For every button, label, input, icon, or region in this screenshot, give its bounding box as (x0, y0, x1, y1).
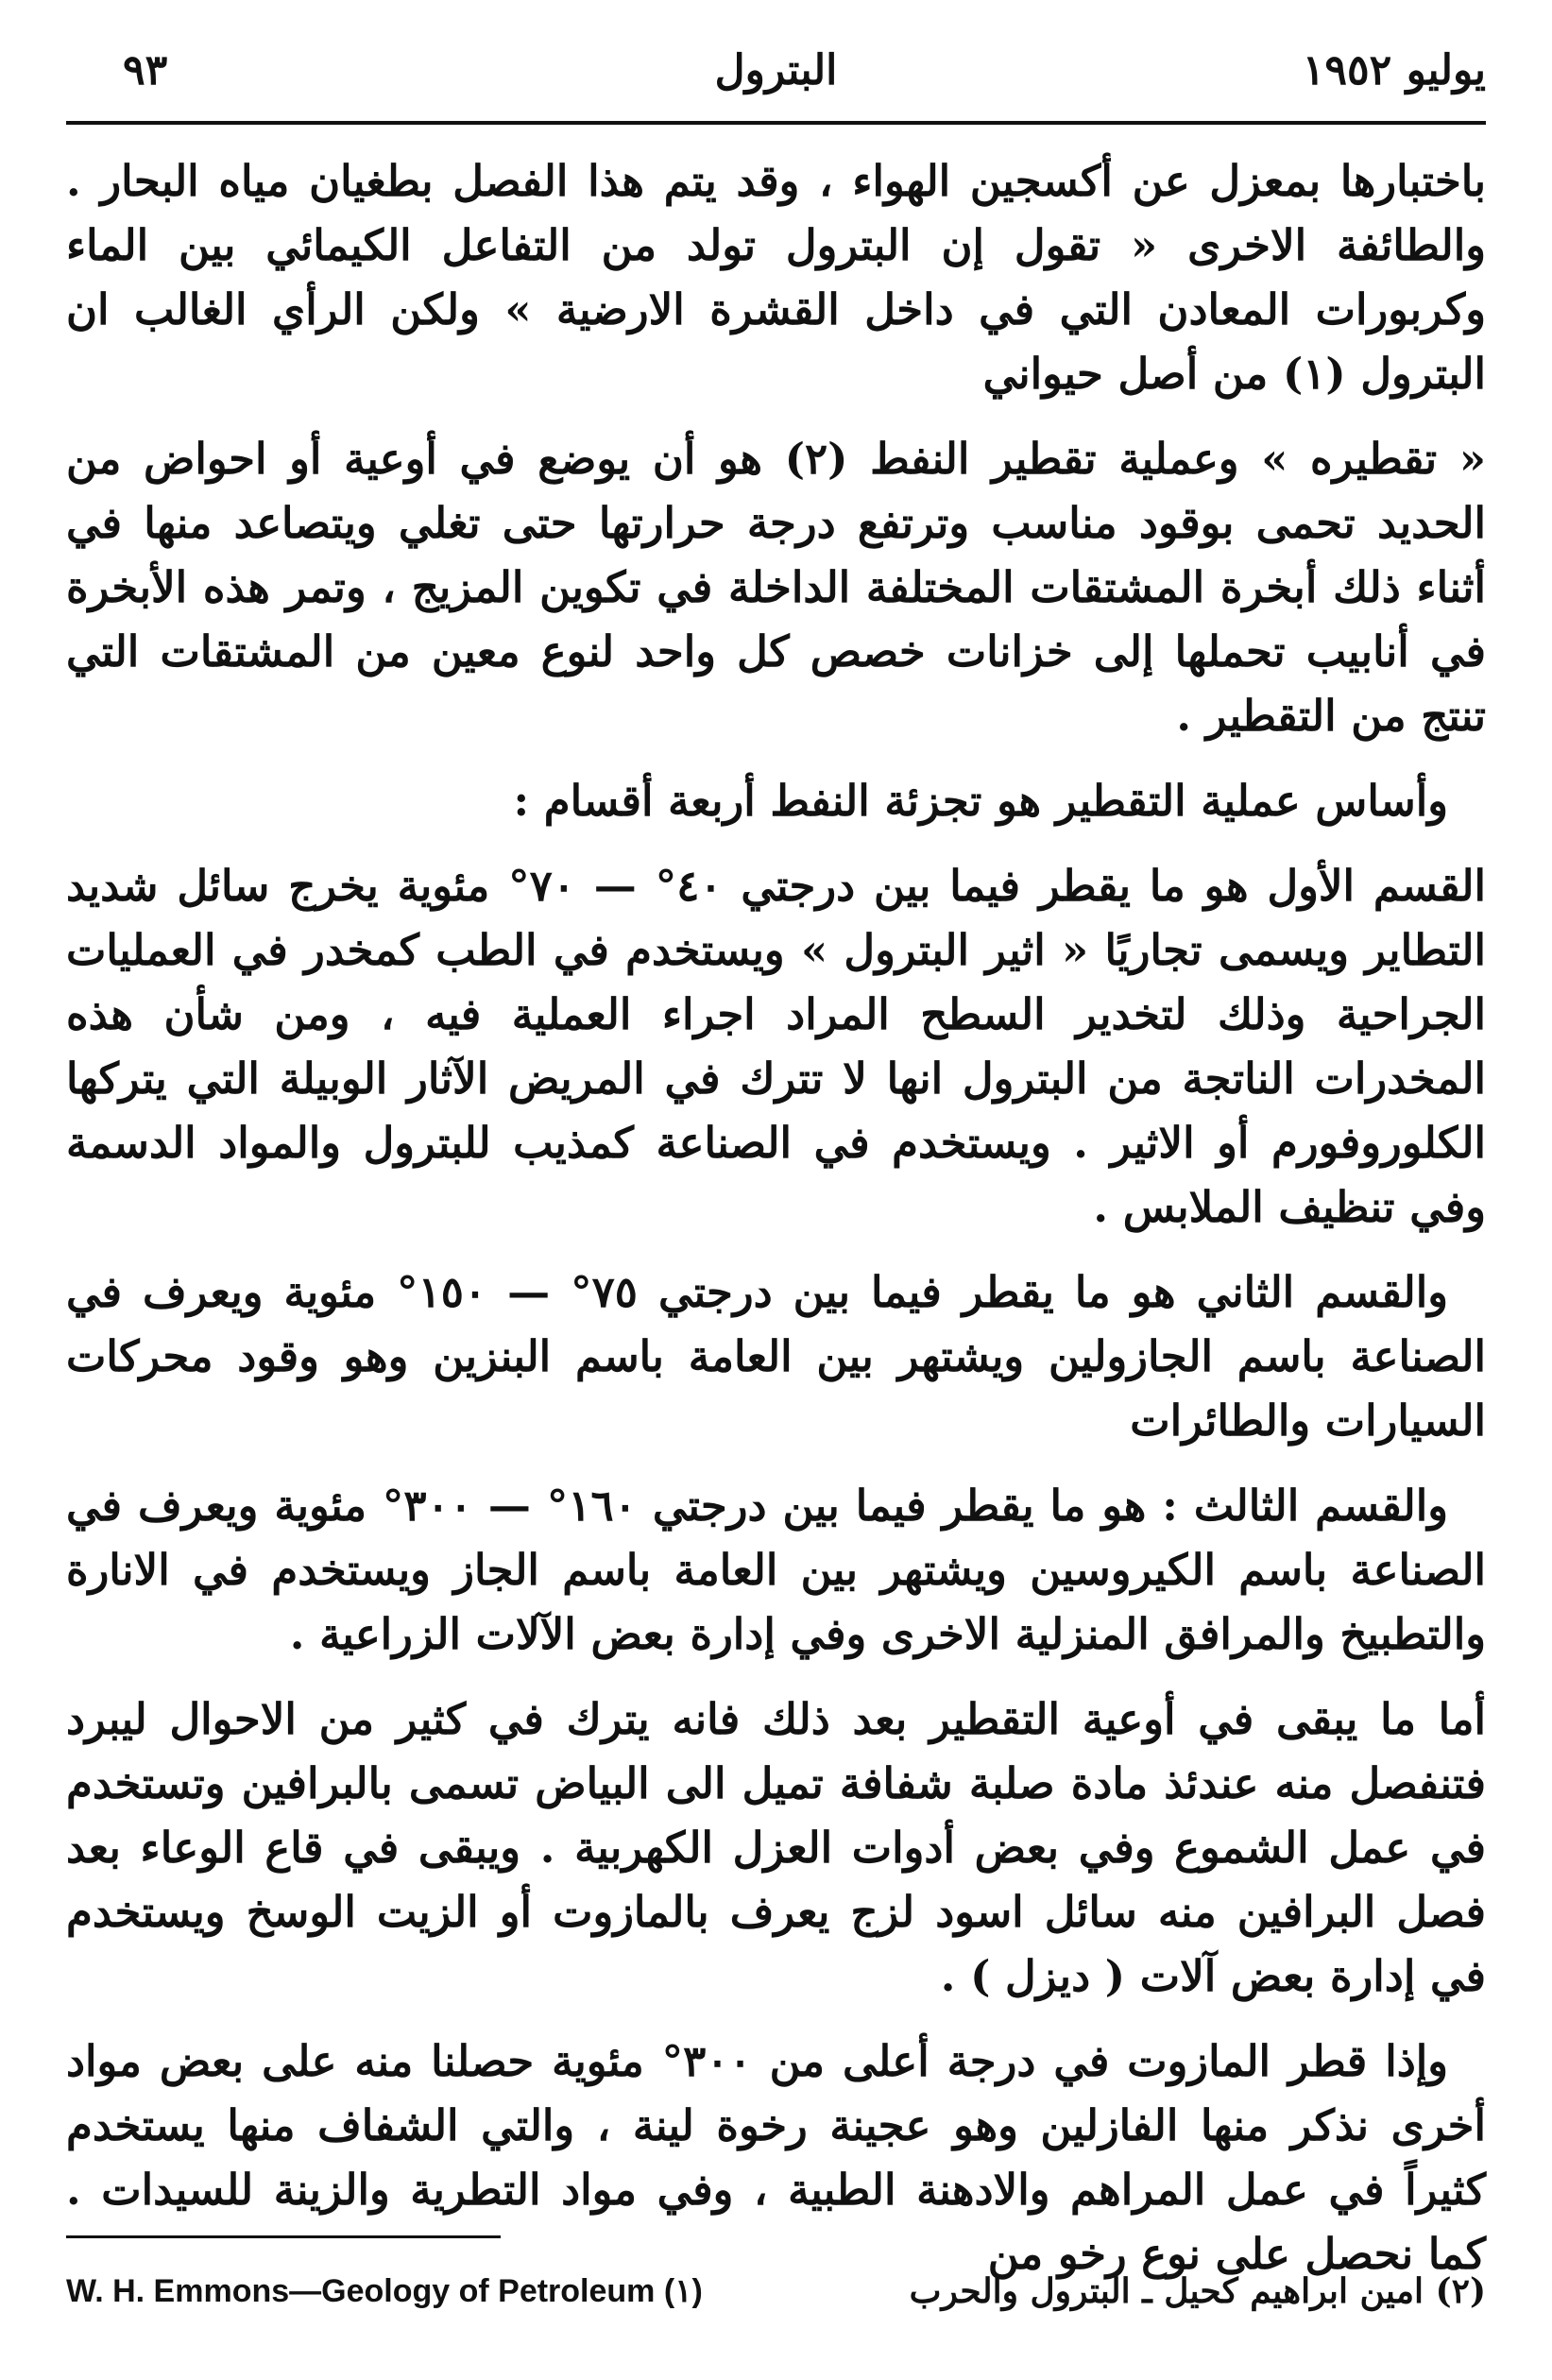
journal-title: البترول (714, 46, 838, 94)
paragraph-3: وأساس عملية التقطير هو تجزئة النفط أربعة أقسام : (513, 776, 1448, 826)
paragraph-6: والقسم الثالث : هو ما يقطر فيما بين درجتي ١٦٠° — ٣٠٠° مئوية ويعرف في الصناعة باسم الكيروسين ويشتهر بين العامة باسم الجاز ويستخدم في الانارة والتطبيخ والمرافق المنزلية الاخرى وفي إدارة بعض الآلات الزراعية . (66, 1481, 1486, 1659)
page-number: ٩٣ (123, 46, 168, 94)
header-rule (66, 121, 1486, 125)
paragraph-2: « تقطيره » وعملية تقطير النفط (٢) هو أن يوضع في أوعية أو احواض من الحديد تحمى بوقود مناسب وترتفع درجة حرارتها حتى تغلي ويتصاعد منها في أثناء ذلك أبخرة المشتقات المختلفة الداخلة في تكوين المزيج ، وتمر هذه الأبخرة في أنابيب تحملها إلى خزانات خصص كل واحد لنوع معين من المشتقات التي تنتج من التقطير . (66, 434, 1486, 741)
footnote-2: (٢) امين ابراهيم كحيل ـ البترول والحرب (909, 2271, 1486, 2311)
paragraph-8: وإذا قطر المازوت في درجة أعلى من ٣٠٠° مئوية حصلنا منه على بعض مواد أخرى نذكر منها الفازلين وهو عجينة رخوة لينة ، والتي الشفاف منها يستخدم كثيراً في عمل المراهم والادهنة الطبية ، وفي مواد التطرية والزينة للسيدات . كما نحصل على نوع رخو من (66, 2036, 1486, 2279)
issue-date: يوليو ١٩٥٢ (1302, 46, 1486, 94)
paragraph-1: باختبارها بمعزل عن أكسجين الهواء ، وقد يتم هذا الفصل بطغيان مياه البحار . والطائفة الاخرى « تقول إن البترول تولد من التفاعل الكيمائي بين الماء وكربورات المعادن التي في داخل القشرة الارضية » ولكن الرأي الغالب ان البترول (١) من أصل حيواني (66, 156, 1486, 399)
paragraph-4: القسم الأول هو ما يقطر فيما بين درجتي ٤٠° — ٧٠° مئوية يخرج سائل شديد التطاير ويسمى تجاريًا « اثير البترول » ويستخدم في الطب كمخدر في العمليات الجراحية وذلك لتخدير السطح المراد اجراء العملية فيه ، ومن شأن هذه المخدرات الناتجة من البترول انها لا تترك في المريض الآثار الوبيلة التي يتركها الكلوروفورم أو الاثير . ويستخدم في الصناعة كمذيب للبترول والمواد الدسمة وفي تنظيف الملابس . (66, 861, 1486, 1232)
footnote-1: W. H. Emmons—Geology of Petroleum (١) (66, 2273, 703, 2309)
paragraph-7: أما ما يبقى في أوعية التقطير بعد ذلك فانه يترك في كثير من الاحوال ليبرد فتنفصل منه عندئذ مادة صلبة شفافة تميل الى البياض تسمى بالبرافين وتستخدم في عمل الشموع وفي بعض أدوات العزل الكهربية . ويبقى في قاع الوعاء بعد فصل البرافين منه سائل اسود لزج يعرف بالمازوت أو الزيت الوسخ ويستخدم في إدارة بعض آلات ( ديزل ) . (66, 1694, 1486, 2001)
footnotes (66, 2263, 1486, 2320)
article-body (66, 149, 1486, 2286)
page-header (66, 38, 1486, 104)
footnote-rule (66, 2235, 501, 2238)
paragraph-5: والقسم الثاني هو ما يقطر فيما بين درجتي ٧٥° — ١٥٠° مئوية ويعرف في الصناعة باسم الجازولين ويشتهر بين العامة باسم البنزين وهو وقود محركات السيارات والطائرات (66, 1267, 1486, 1446)
